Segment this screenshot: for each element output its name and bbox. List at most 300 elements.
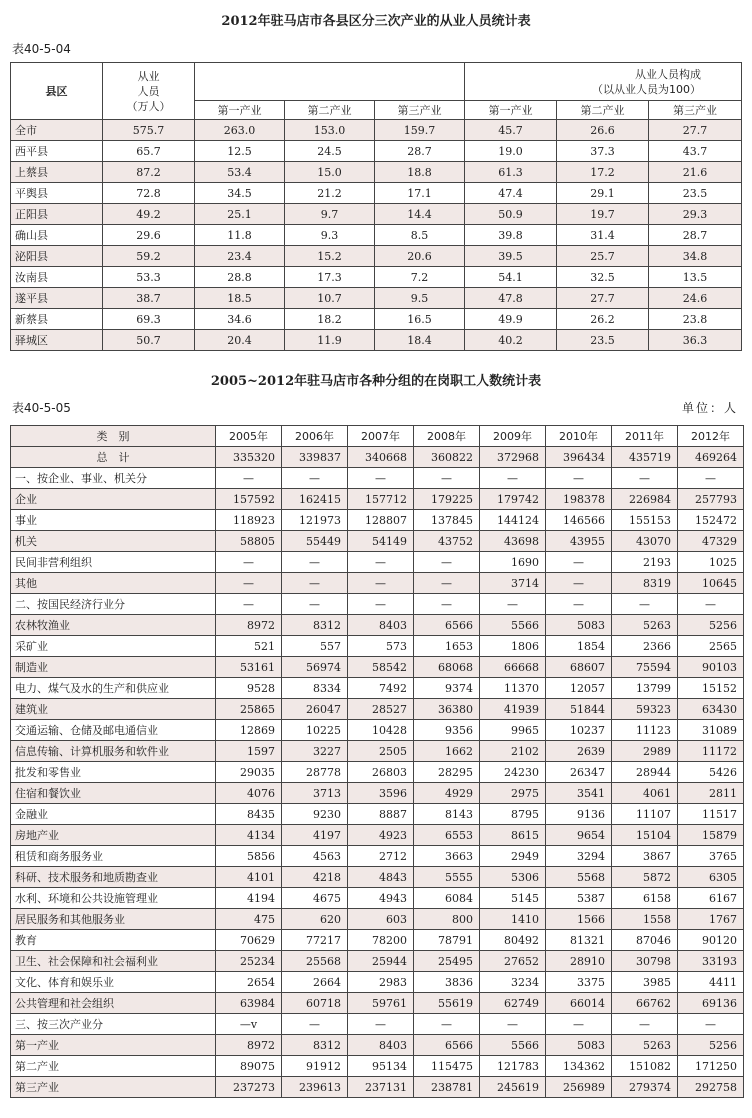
table-cell: 23.5: [649, 183, 742, 204]
category-name: 文化、体育和娱乐业: [11, 972, 216, 993]
table-cell: 13.5: [649, 267, 742, 288]
table-cell: 5568: [546, 867, 612, 888]
table-cell: 55619: [414, 993, 480, 1014]
table-cell: 49.2: [103, 204, 195, 225]
header-tertiary-pct: 第三产业: [649, 101, 742, 120]
table-cell: 26.2: [557, 309, 649, 330]
table-cell: 11517: [678, 804, 744, 825]
table-row: [11, 657, 744, 678]
table-cell: 121783: [480, 1056, 546, 1077]
table-cell: 78791: [414, 930, 480, 951]
table-cell: —: [678, 468, 744, 489]
table-row: [11, 699, 744, 720]
table-cell: 6566: [414, 615, 480, 636]
table-cell: 7.2: [375, 267, 465, 288]
category-name: 信息传输、计算机服务和软件业: [11, 741, 216, 762]
table-cell: 3765: [678, 846, 744, 867]
table-row: [11, 489, 744, 510]
table-cell: 9654: [546, 825, 612, 846]
table-cell: 2565: [678, 636, 744, 657]
table-cell: 171250: [678, 1056, 744, 1077]
table-cell: 1662: [414, 741, 480, 762]
table-cell: —: [546, 468, 612, 489]
table-cell: 58805: [216, 531, 282, 552]
table-cell: 28.8: [195, 267, 285, 288]
table-cell: 66668: [480, 657, 546, 678]
table-cell: 4675: [282, 888, 348, 909]
table-cell: —: [612, 594, 678, 615]
table-row: [11, 288, 742, 309]
table-cell: 90120: [678, 930, 744, 951]
table-cell: 4101: [216, 867, 282, 888]
table-cell: 6553: [414, 825, 480, 846]
table-cell: 27.7: [649, 120, 742, 141]
table-cell: 9136: [546, 804, 612, 825]
table-row: [11, 183, 742, 204]
header-year: 2007年: [348, 426, 414, 447]
table-cell: 18.5: [195, 288, 285, 309]
table-cell: 23.8: [649, 309, 742, 330]
table-cell: 153.0: [285, 120, 375, 141]
table-cell: —: [348, 594, 414, 615]
table-cell: 263.0: [195, 120, 285, 141]
table-cell: 8.5: [375, 225, 465, 246]
table-cell: 2975: [480, 783, 546, 804]
table-cell: 5306: [480, 867, 546, 888]
header-secondary: 第二产业: [285, 101, 375, 120]
table-cell: 8143: [414, 804, 480, 825]
table-cell: 25.1: [195, 204, 285, 225]
category-name: 事业: [11, 510, 216, 531]
table-cell: 75594: [612, 657, 678, 678]
table-cell: 10645: [678, 573, 744, 594]
table-cell: 1566: [546, 909, 612, 930]
table-cell: 31.4: [557, 225, 649, 246]
table-cell: 27652: [480, 951, 546, 972]
table-row: [11, 909, 744, 930]
table-cell: 18.2: [285, 309, 375, 330]
table-cell: —: [546, 594, 612, 615]
table-cell: 24.5: [285, 141, 375, 162]
table-cell: —: [216, 594, 282, 615]
category-name: 建筑业: [11, 699, 216, 720]
table-cell: 339837: [282, 447, 348, 468]
table-row: [11, 825, 744, 846]
region-name: 平舆县: [11, 183, 103, 204]
table-row: [11, 846, 744, 867]
table-cell: 6084: [414, 888, 480, 909]
table-cell: 10.7: [285, 288, 375, 309]
table-cell: 27.7: [557, 288, 649, 309]
header-category: 类 别: [11, 426, 216, 447]
table-cell: 47.8: [465, 288, 557, 309]
table-cell: 38.7: [103, 288, 195, 309]
table-cell: 55449: [282, 531, 348, 552]
table-cell: 78200: [348, 930, 414, 951]
region-name: 正阳县: [11, 204, 103, 225]
table-cell: 8334: [282, 678, 348, 699]
table-cell: 29.6: [103, 225, 195, 246]
table-cell: 77217: [282, 930, 348, 951]
table-cell: 43698: [480, 531, 546, 552]
table-cell: 47329: [678, 531, 744, 552]
table-cell: 8312: [282, 615, 348, 636]
table-cell: —: [414, 573, 480, 594]
table-cell: —: [678, 1014, 744, 1035]
table-row: [11, 225, 742, 246]
table-cell: 1558: [612, 909, 678, 930]
table-cell: 146566: [546, 510, 612, 531]
table-cell: 41939: [480, 699, 546, 720]
table-cell: 257793: [678, 489, 744, 510]
region-name: 汝南县: [11, 267, 103, 288]
table-cell: 25.7: [557, 246, 649, 267]
category-name: 企业: [11, 489, 216, 510]
table-cell: 28944: [612, 762, 678, 783]
table-cell: 63430: [678, 699, 744, 720]
table-cell: 5256: [678, 1035, 744, 1056]
table-cell: 157712: [348, 489, 414, 510]
table-cell: 20.6: [375, 246, 465, 267]
table-cell: 12057: [546, 678, 612, 699]
category-name: 金融业: [11, 804, 216, 825]
table-cell: 800: [414, 909, 480, 930]
category-name: 采矿业: [11, 636, 216, 657]
table-cell: 198378: [546, 489, 612, 510]
table-cell: 24.6: [649, 288, 742, 309]
table-cell: 360822: [414, 447, 480, 468]
table-cell: 1025: [678, 552, 744, 573]
table-cell: 238781: [414, 1077, 480, 1098]
table-cell: 118923: [216, 510, 282, 531]
table-cell: 157592: [216, 489, 282, 510]
category-name: 第三产业: [11, 1077, 216, 1098]
table-cell: 25568: [282, 951, 348, 972]
table-cell: 28910: [546, 951, 612, 972]
table-cell: 5083: [546, 1035, 612, 1056]
table-cell: 59.2: [103, 246, 195, 267]
table-cell: 60718: [282, 993, 348, 1014]
table-cell: 10237: [546, 720, 612, 741]
table-row: [11, 888, 744, 909]
table-row: [11, 330, 742, 351]
table-cell: 4218: [282, 867, 348, 888]
table-cell: 18.4: [375, 330, 465, 351]
table-cell: 8403: [348, 615, 414, 636]
header-primary: 第一产业: [195, 101, 285, 120]
table-cell: 3375: [546, 972, 612, 993]
table-cell: 63984: [216, 993, 282, 1014]
table-row: [11, 783, 744, 804]
table-cell: 36380: [414, 699, 480, 720]
table-cell: 6566: [414, 1035, 480, 1056]
table-row: [11, 162, 742, 183]
table-cell: 2989: [612, 741, 678, 762]
table-cell: 39.5: [465, 246, 557, 267]
table-cell: 2654: [216, 972, 282, 993]
table-row: [11, 804, 744, 825]
table-cell: 53161: [216, 657, 282, 678]
table-cell: —: [612, 468, 678, 489]
table-cell: —: [546, 552, 612, 573]
table-cell: 14.4: [375, 204, 465, 225]
table-cell: 9374: [414, 678, 480, 699]
table-cell: 29.3: [649, 204, 742, 225]
category-name: 制造业: [11, 657, 216, 678]
table-cell: 66014: [546, 993, 612, 1014]
region-name: 泌阳县: [11, 246, 103, 267]
table-cell: 128807: [348, 510, 414, 531]
table-cell: 8319: [612, 573, 678, 594]
category-name: 总 计: [11, 447, 216, 468]
table-cell: —: [414, 1014, 480, 1035]
table-cell: 469264: [678, 447, 744, 468]
table-cell: —: [348, 1014, 414, 1035]
table-cell: 16.5: [375, 309, 465, 330]
header-region: 县区: [11, 63, 103, 120]
table-cell: 28295: [414, 762, 480, 783]
table-cell: 1653: [414, 636, 480, 657]
table-row: [11, 1077, 744, 1098]
table-cell: 9528: [216, 678, 282, 699]
table-row: [11, 204, 742, 225]
table-cell: 19.0: [465, 141, 557, 162]
table-cell: 3541: [546, 783, 612, 804]
table-cell: 8435: [216, 804, 282, 825]
table-cell: 8403: [348, 1035, 414, 1056]
table-cell: —: [678, 594, 744, 615]
table-cell: 11370: [480, 678, 546, 699]
table-cell: —: [546, 573, 612, 594]
table-cell: 26.6: [557, 120, 649, 141]
table-cell: 6167: [678, 888, 744, 909]
table-cell: —: [282, 594, 348, 615]
table-cell: 80492: [480, 930, 546, 951]
table-cell: 279374: [612, 1077, 678, 1098]
table-cell: 2505: [348, 741, 414, 762]
category-name: 其他: [11, 573, 216, 594]
table-row: [11, 531, 744, 552]
table-cell: 15879: [678, 825, 744, 846]
table-cell: 7492: [348, 678, 414, 699]
table-cell: 53.4: [195, 162, 285, 183]
table-cell: —: [414, 594, 480, 615]
table-cell: 3294: [546, 846, 612, 867]
table-cell: —: [480, 1014, 546, 1035]
table-cell: 5263: [612, 1035, 678, 1056]
region-name: 确山县: [11, 225, 103, 246]
table-cell: 54.1: [465, 267, 557, 288]
table-cell: 31089: [678, 720, 744, 741]
header-secondary-pct: 第二产业: [557, 101, 649, 120]
table-cell: —: [348, 468, 414, 489]
table-cell: 21.2: [285, 183, 375, 204]
table-cell: 72.8: [103, 183, 195, 204]
table-cell: 396434: [546, 447, 612, 468]
table-cell: 28778: [282, 762, 348, 783]
region-name: 遂平县: [11, 288, 103, 309]
table-cell: 25865: [216, 699, 282, 720]
category-name: 教育: [11, 930, 216, 951]
table-cell: 17.2: [557, 162, 649, 183]
table-cell: 34.6: [195, 309, 285, 330]
table-cell: —: [282, 1014, 348, 1035]
table-cell: 1690: [480, 552, 546, 573]
table-row: [11, 141, 742, 162]
table-row: [11, 1056, 744, 1077]
table-cell: 5263: [612, 615, 678, 636]
table-cell: 12.5: [195, 141, 285, 162]
table-row: [11, 594, 744, 615]
county-employment-table: [10, 62, 742, 351]
table-cell: 9965: [480, 720, 546, 741]
table-cell: 23.4: [195, 246, 285, 267]
table-cell: 19.7: [557, 204, 649, 225]
table-cell: 45.7: [465, 120, 557, 141]
table-row: [11, 993, 744, 1014]
table-cell: 8795: [480, 804, 546, 825]
table-cell: 65.7: [103, 141, 195, 162]
table-cell: 47.4: [465, 183, 557, 204]
category-name: 租赁和商务服务业: [11, 846, 216, 867]
table-cell: 3836: [414, 972, 480, 993]
table-cell: 21.6: [649, 162, 742, 183]
table-cell: 4194: [216, 888, 282, 909]
table-cell: —: [216, 552, 282, 573]
table-cell: 475: [216, 909, 282, 930]
table-cell: 372968: [480, 447, 546, 468]
category-name: 卫生、社会保障和社会福利业: [11, 951, 216, 972]
table-cell: 12869: [216, 720, 282, 741]
table-cell: 11172: [678, 741, 744, 762]
table-cell: 90103: [678, 657, 744, 678]
table-cell: 237131: [348, 1077, 414, 1098]
table-cell: 1767: [678, 909, 744, 930]
table-cell: 2193: [612, 552, 678, 573]
category-name: 批发和零售业: [11, 762, 216, 783]
table-cell: 5426: [678, 762, 744, 783]
table-cell: 53.3: [103, 267, 195, 288]
category-name: 电力、煤气及水的生产和供应业: [11, 678, 216, 699]
table-cell: 575.7: [103, 120, 195, 141]
header-year: 2008年: [414, 426, 480, 447]
table-cell: 28527: [348, 699, 414, 720]
header-year: 2009年: [480, 426, 546, 447]
table-cell: —: [546, 1014, 612, 1035]
table-cell: 87046: [612, 930, 678, 951]
table-cell: 2664: [282, 972, 348, 993]
category-name: 住宿和餐饮业: [11, 783, 216, 804]
table-cell: 620: [282, 909, 348, 930]
table-row: [11, 930, 744, 951]
table-cell: 3985: [612, 972, 678, 993]
table-cell: 43752: [414, 531, 480, 552]
table-cell: 8972: [216, 1035, 282, 1056]
table-cell: 4076: [216, 783, 282, 804]
category-name: 居民服务和其他服务业: [11, 909, 216, 930]
table-cell: 3714: [480, 573, 546, 594]
table-cell: 9356: [414, 720, 480, 741]
table-cell: 121973: [282, 510, 348, 531]
category-name: 水利、环境和公共设施管理业: [11, 888, 216, 909]
table-row: [11, 573, 744, 594]
table-cell: 56974: [282, 657, 348, 678]
table-cell: 58542: [348, 657, 414, 678]
table-cell: 18.8: [375, 162, 465, 183]
table-cell: 13799: [612, 678, 678, 699]
table-cell: 226984: [612, 489, 678, 510]
table-cell: 239613: [282, 1077, 348, 1098]
header-year: 2011年: [612, 426, 678, 447]
table-cell: 557: [282, 636, 348, 657]
table-cell: 3663: [414, 846, 480, 867]
table-cell: 11.8: [195, 225, 285, 246]
table-cell: 43070: [612, 531, 678, 552]
table-cell: 62749: [480, 993, 546, 1014]
table-cell: 20.4: [195, 330, 285, 351]
table-cell: —: [216, 573, 282, 594]
table-row: [11, 267, 742, 288]
table-cell: 155153: [612, 510, 678, 531]
table-cell: 6305: [678, 867, 744, 888]
header-year: 2012年: [678, 426, 744, 447]
table-cell: 15104: [612, 825, 678, 846]
table-cell: 15.0: [285, 162, 375, 183]
table-cell: 3227: [282, 741, 348, 762]
table-cell: 162415: [282, 489, 348, 510]
table-cell: 68607: [546, 657, 612, 678]
table-cell: 3867: [612, 846, 678, 867]
table-cell: 69.3: [103, 309, 195, 330]
table-cell: —: [216, 468, 282, 489]
category-name: 第二产业: [11, 1056, 216, 1077]
table-cell: 95134: [348, 1056, 414, 1077]
table-cell: 152472: [678, 510, 744, 531]
table-cell: 2712: [348, 846, 414, 867]
table-cell: 5387: [546, 888, 612, 909]
table-cell: 59323: [612, 699, 678, 720]
table-row: [11, 720, 744, 741]
table-cell: 87.2: [103, 162, 195, 183]
table-cell: 179225: [414, 489, 480, 510]
table-cell: 33193: [678, 951, 744, 972]
table-cell: 50.7: [103, 330, 195, 351]
table-cell: 11107: [612, 804, 678, 825]
table-cell: 5856: [216, 846, 282, 867]
table-cell: 2983: [348, 972, 414, 993]
table-cell: 179742: [480, 489, 546, 510]
table-cell: 59761: [348, 993, 414, 1014]
table-cell: 15.2: [285, 246, 375, 267]
region-name: 西平县: [11, 141, 103, 162]
table-cell: 4923: [348, 825, 414, 846]
category-name: 二、按国民经济行业分: [11, 594, 216, 615]
table-cell: 4197: [282, 825, 348, 846]
table-row: [11, 246, 742, 267]
table-cell: 66762: [612, 993, 678, 1014]
region-name: 上蔡县: [11, 162, 103, 183]
table-cell: 9230: [282, 804, 348, 825]
table1-title: 2012年驻马店市各县区分三次产业的从业人员统计表: [221, 14, 531, 29]
table-cell: 4943: [348, 888, 414, 909]
table-cell: 26047: [282, 699, 348, 720]
table-row: [11, 741, 744, 762]
table-cell: 26803: [348, 762, 414, 783]
table-cell: 8615: [480, 825, 546, 846]
table-cell: 25234: [216, 951, 282, 972]
table-row: [11, 1014, 744, 1035]
table-cell: 159.7: [375, 120, 465, 141]
